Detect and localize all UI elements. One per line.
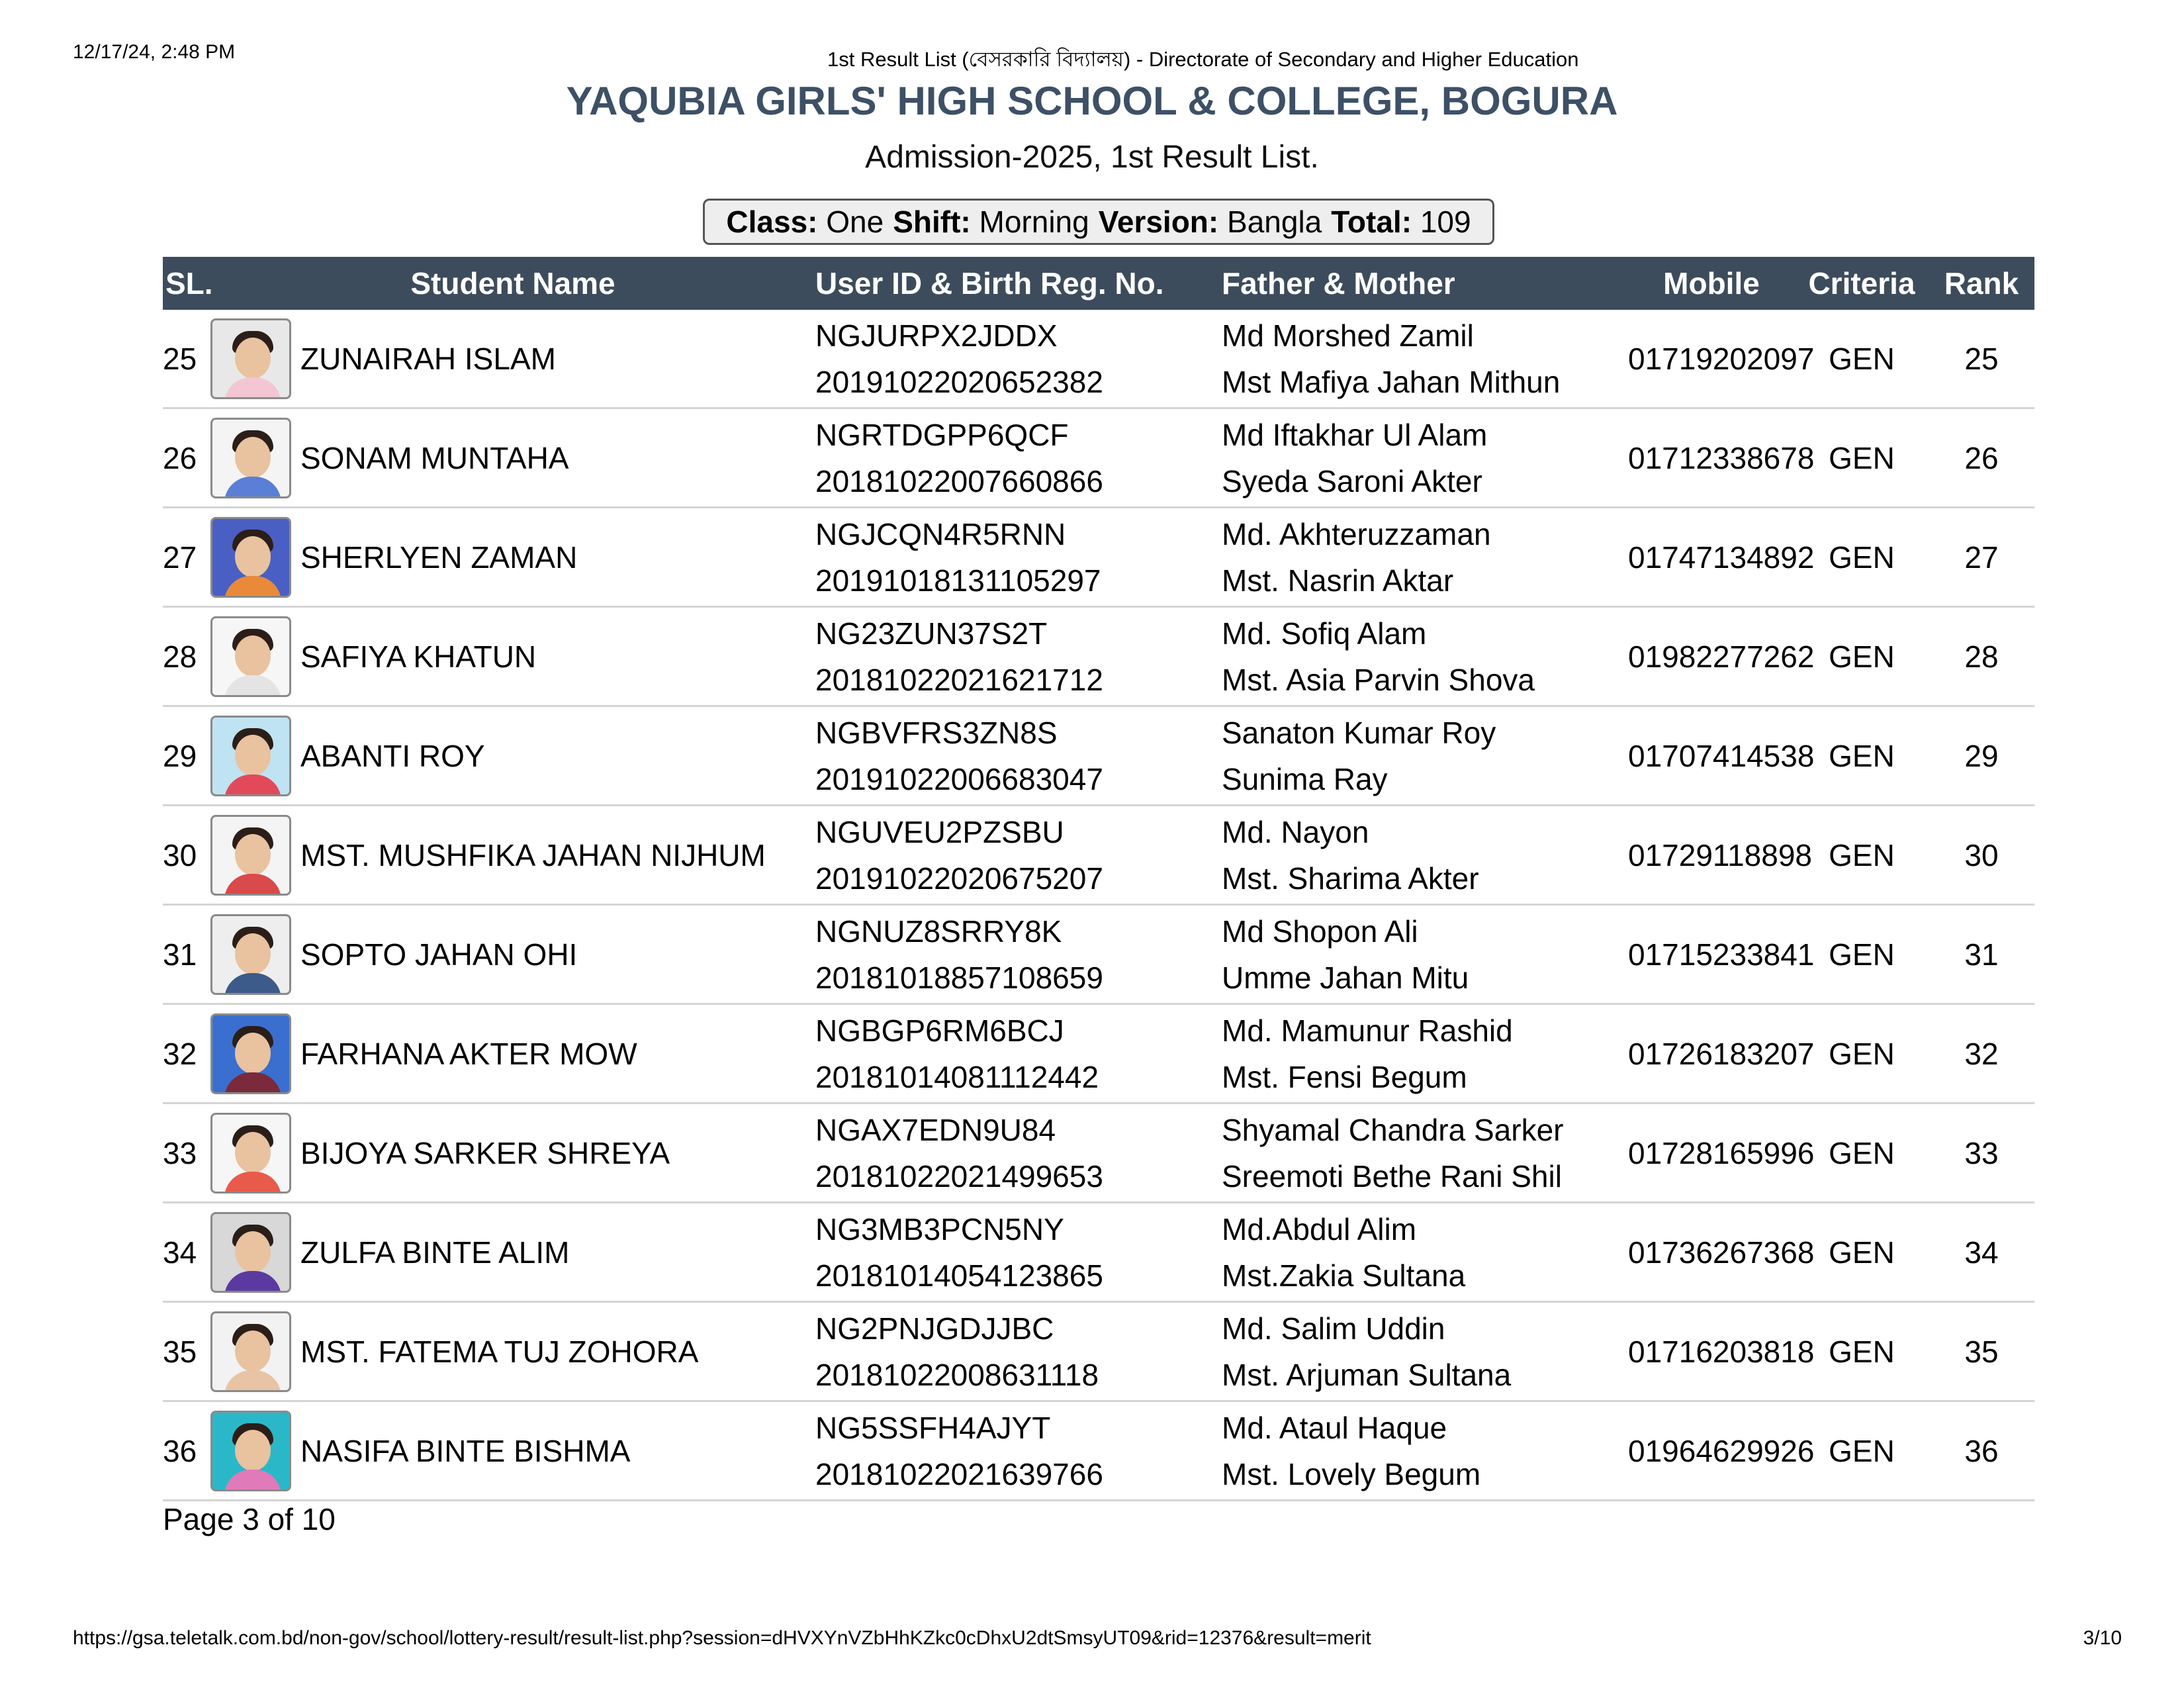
student-photo: [210, 418, 291, 498]
criteria: GEN: [1795, 1103, 1929, 1203]
row-sl: 26: [163, 408, 210, 508]
rank: 25: [1929, 310, 2034, 408]
student-photo: [210, 1411, 291, 1491]
student-name: MST. MUSHFIKA JAHAN NIJHUM: [300, 837, 766, 872]
rank: 32: [1929, 1004, 2034, 1103]
student-photo: [210, 1311, 291, 1392]
father-name: Md. Sofiq Alam: [1222, 616, 1427, 651]
mobile-number: 01982277262: [1628, 607, 1795, 706]
birth-reg-no: 20181014054123865: [815, 1258, 1103, 1293]
criteria: GEN: [1795, 806, 1929, 905]
user-id: NGRTDGPP6QCF: [815, 417, 1069, 452]
table-header-row: [163, 257, 2034, 310]
criteria: GEN: [1795, 905, 1929, 1004]
row-sl: 30: [163, 806, 210, 905]
version-value: Bangla: [1227, 205, 1322, 239]
mother-name: Sunima Ray: [1222, 761, 1388, 796]
table-row: [163, 1004, 2034, 1103]
mobile-number: 01712338678: [1628, 408, 1795, 508]
criteria: GEN: [1795, 1004, 1929, 1103]
total-label: Total:: [1331, 205, 1412, 239]
result-table: [163, 257, 2034, 1501]
criteria: GEN: [1795, 1203, 1929, 1302]
row-sl: 36: [163, 1401, 210, 1501]
criteria: GEN: [1795, 508, 1929, 607]
father-name: Md. Ataul Haque: [1222, 1410, 1447, 1445]
mobile-number: 01736267368: [1628, 1203, 1795, 1302]
father-name: Md Iftakhar Ul Alam: [1222, 417, 1488, 452]
student-name: ZUNAIRAH ISLAM: [300, 341, 556, 376]
father-name: Shyamal Chandra Sarker: [1222, 1112, 1564, 1147]
criteria: GEN: [1795, 607, 1929, 706]
print-page-number: 3/10: [2083, 1627, 2122, 1649]
row-sl: 34: [163, 1203, 210, 1302]
print-datetime: 12/17/24, 2:48 PM: [73, 41, 236, 63]
student-name: SAFIYA KHATUN: [300, 639, 537, 674]
user-id: NGUVEU2PZSBU: [815, 814, 1064, 849]
user-id: NG2PNJGDJJBC: [815, 1311, 1054, 1346]
mobile-number: 01747134892: [1628, 508, 1795, 607]
student-name: SHERLYEN ZAMAN: [300, 539, 578, 575]
row-sl: 33: [163, 1103, 210, 1203]
birth-reg-no: 20181022021639766: [815, 1456, 1103, 1491]
student-photo: [210, 616, 291, 697]
student-photo: [210, 1013, 291, 1094]
student-photo: [210, 318, 291, 399]
student-photo: [210, 716, 291, 796]
row-sl: 28: [163, 607, 210, 706]
page-indicator: Page 3 of 10: [163, 1502, 336, 1536]
print-url: https://gsa.teletalk.com.bd/non-gov/school/lottery-result/result-list.php?session=dHVXYnVZbHhKZkc0cDhxU2dtSmsyUT09&rid=12376&result=merit: [73, 1627, 1371, 1649]
version-label: Version:: [1098, 205, 1219, 239]
student-photo: [210, 1212, 291, 1293]
rank: 26: [1929, 408, 2034, 508]
mother-name: Syeda Saroni Akter: [1222, 463, 1482, 498]
father-name: Sanaton Kumar Roy: [1222, 715, 1496, 750]
class-label: Class:: [726, 205, 818, 239]
table-row: [163, 607, 2034, 706]
mother-name: Mst. Lovely Begum: [1222, 1456, 1481, 1491]
header-criteria: Criteria: [1795, 257, 1929, 310]
table-row: [163, 905, 2034, 1004]
birth-reg-no: 20181014081112442: [815, 1059, 1099, 1094]
mobile-number: 01728165996: [1628, 1103, 1795, 1203]
mother-name: Mst. Sharima Akter: [1222, 861, 1479, 896]
mobile-number: 01726183207: [1628, 1004, 1795, 1103]
student-photo: [210, 914, 291, 995]
user-id: NG3MB3PCN5NY: [815, 1211, 1064, 1246]
table-row: [163, 310, 2034, 408]
user-id: NGAX7EDN9U84: [815, 1112, 1056, 1147]
mother-name: Mst. Asia Parvin Shova: [1222, 662, 1535, 697]
user-id: NGJCQN4R5RNN: [815, 516, 1066, 551]
mobile-number: 01964629926: [1628, 1401, 1795, 1501]
birth-reg-no: 20191022006683047: [815, 761, 1103, 796]
rank: 30: [1929, 806, 2034, 905]
student-name: SOPTO JAHAN OHI: [300, 937, 578, 972]
table-row: [163, 1302, 2034, 1401]
rank: 34: [1929, 1203, 2034, 1302]
mobile-number: 01715233841: [1628, 905, 1795, 1004]
header-student-name: Student Name: [210, 257, 815, 310]
header-rank: Rank: [1929, 257, 2034, 310]
header-user-id: User ID & Birth Reg. No.: [815, 257, 1222, 310]
row-sl: 27: [163, 508, 210, 607]
father-name: Md. Mamunur Rashid: [1222, 1013, 1513, 1048]
student-photo: [210, 1113, 291, 1194]
criteria: GEN: [1795, 1302, 1929, 1401]
father-name: Md. Nayon: [1222, 814, 1369, 849]
school-title: YAQUBIA GIRLS' HIGH SCHOOL & COLLEGE, BOGURA: [566, 79, 1618, 123]
rank: 29: [1929, 706, 2034, 806]
result-list-subtitle: Admission-2025, 1st Result List.: [865, 140, 1319, 175]
student-name: FARHANA AKTER MOW: [300, 1036, 637, 1071]
birth-reg-no: 20191018131105297: [815, 563, 1101, 598]
birth-reg-no: 20181022007660866: [815, 463, 1103, 498]
mobile-number: 01716203818: [1628, 1302, 1795, 1401]
row-sl: 25: [163, 310, 210, 408]
table-row: [163, 1203, 2034, 1302]
user-id: NGBVFRS3ZN8S: [815, 715, 1058, 750]
mother-name: Mst. Nasrin Aktar: [1222, 563, 1454, 598]
rank: 31: [1929, 905, 2034, 1004]
class-info-box: [703, 199, 1494, 245]
table-row: [163, 408, 2034, 508]
header-mobile: Mobile: [1628, 257, 1795, 310]
row-sl: 32: [163, 1004, 210, 1103]
total-value: 109: [1420, 205, 1471, 239]
table-row: [163, 508, 2034, 607]
row-sl: 29: [163, 706, 210, 806]
mother-name: Umme Jahan Mitu: [1222, 960, 1469, 995]
birth-reg-no: 20181018857108659: [815, 960, 1103, 995]
mobile-number: 01729118898: [1628, 806, 1795, 905]
student-name: ABANTI ROY: [300, 738, 485, 773]
criteria: GEN: [1795, 706, 1929, 806]
birth-reg-no: 20181022008631118: [815, 1357, 1099, 1392]
father-name: Md Morshed Zamil: [1222, 318, 1474, 353]
student-name: MST. FATEMA TUJ ZOHORA: [300, 1334, 699, 1369]
student-name: ZULFA BINTE ALIM: [300, 1235, 570, 1270]
table-row: [163, 706, 2034, 806]
student-name: SONAM MUNTAHA: [300, 440, 569, 475]
header-parents: Father & Mother: [1222, 257, 1628, 310]
student-name: NASIFA BINTE BISHMA: [300, 1433, 631, 1468]
father-name: Md.Abdul Alim: [1222, 1211, 1417, 1246]
birth-reg-no: 20181022021499653: [815, 1158, 1103, 1194]
mother-name: Mst Mafiya Jahan Mithun: [1222, 364, 1561, 399]
birth-reg-no: 20191022020652382: [815, 364, 1103, 399]
print-doc-title: 1st Result List (বেসরকারি বিদ্যালয়) - Directorate of Secondary and Higher Education: [827, 48, 1579, 71]
row-sl: 35: [163, 1302, 210, 1401]
table-row: [163, 1103, 2034, 1203]
mother-name: Sreemoti Bethe Rani Shil: [1222, 1158, 1562, 1194]
mobile-number: 01719202097: [1628, 310, 1795, 408]
shift-value: Morning: [979, 205, 1089, 239]
rank: 33: [1929, 1103, 2034, 1203]
student-name: BIJOYA SARKER SHREYA: [300, 1135, 670, 1170]
shift-label: Shift:: [893, 205, 971, 239]
criteria: GEN: [1795, 408, 1929, 508]
birth-reg-no: 20181022021621712: [815, 662, 1103, 697]
father-name: Md Shopon Ali: [1222, 914, 1418, 949]
rank: 36: [1929, 1401, 2034, 1501]
mother-name: Mst. Fensi Begum: [1222, 1059, 1467, 1094]
mobile-number: 01707414538: [1628, 706, 1795, 806]
header-sl: SL.: [163, 257, 210, 310]
student-photo: [210, 517, 291, 598]
father-name: Md. Akhteruzzaman: [1222, 516, 1491, 551]
student-photo: [210, 815, 291, 896]
user-id: NGNUZ8SRRY8K: [815, 914, 1062, 949]
mother-name: Mst.Zakia Sultana: [1222, 1258, 1466, 1293]
rank: 35: [1929, 1302, 2034, 1401]
table-row: [163, 806, 2034, 905]
birth-reg-no: 20191022020675207: [815, 861, 1103, 896]
father-name: Md. Salim Uddin: [1222, 1311, 1445, 1346]
criteria: GEN: [1795, 310, 1929, 408]
rank: 28: [1929, 607, 2034, 706]
row-sl: 31: [163, 905, 210, 1004]
mother-name: Mst. Arjuman Sultana: [1222, 1357, 1512, 1392]
class-value: One: [826, 205, 884, 239]
table-row: [163, 1401, 2034, 1501]
rank: 27: [1929, 508, 2034, 607]
user-id: NG5SSFH4AJYT: [815, 1410, 1051, 1445]
criteria: GEN: [1795, 1401, 1929, 1501]
user-id: NG23ZUN37S2T: [815, 616, 1048, 651]
user-id: NGJURPX2JDDX: [815, 318, 1058, 353]
user-id: NGBGP6RM6BCJ: [815, 1013, 1064, 1048]
